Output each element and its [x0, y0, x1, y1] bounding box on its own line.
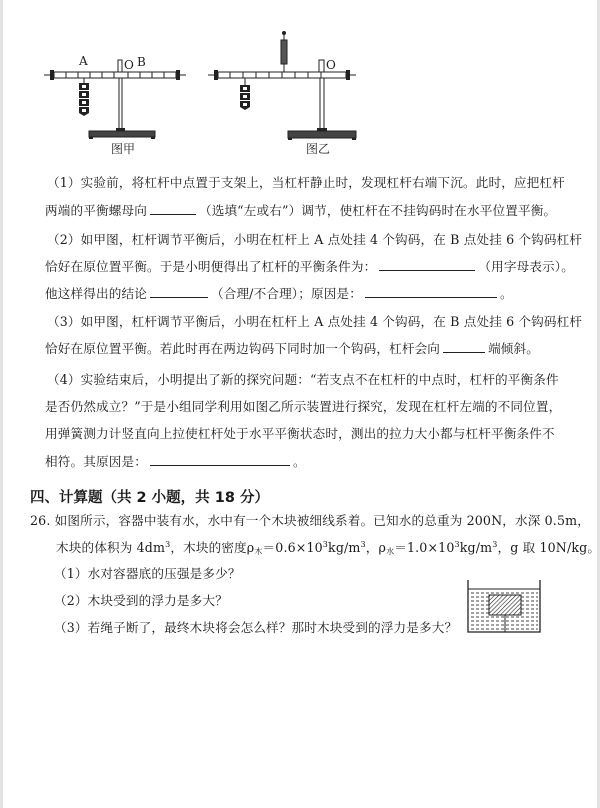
- figure-yi: [208, 30, 358, 155]
- stand-pole: [119, 78, 122, 130]
- answer-blank[interactable]: [443, 340, 485, 353]
- q3-line-2: 恰好在原位置平衡。若此时再在两边钩码下同时加一个钩码，杠杆会向 端倾斜。: [45, 341, 540, 356]
- section-heading: 四、计算题（共 2 小题，共 18 分）: [30, 490, 269, 506]
- q26-line-2: 木块的体积为 $4dm^3$，木块的密度$\rho_木=0.6\times 10^3kg/m^3$，$\rho_水=1.0\times 10^3kg/m^3$，g 取 10N/kg。: [56, 540, 600, 556]
- q4-line-1: （4）实验结束后，小明提出了新的探究问题：“若支点不在杠杆的中点时，杠杆的平衡条件: [47, 372, 559, 387]
- lever-diagram-yi: [208, 30, 358, 155]
- q4-line-4: 相符。其原因是： 。: [45, 454, 306, 469]
- water-container-diagram: [467, 580, 547, 634]
- figure-jia: [44, 54, 194, 156]
- answer-blank[interactable]: [150, 202, 196, 215]
- lever-bar: [54, 72, 176, 78]
- q2-line-3: 他这样得出的结论 （合理/不合理）；原因是： 。: [45, 286, 513, 301]
- label-pivot-o: O: [326, 58, 336, 72]
- q1-line-1: （1）实验前，将杠杆中点置于支架上，当杠杆静止时，发现杠杆右端下沉。此时，应把杠杆: [47, 175, 565, 190]
- label-point-b: B: [137, 55, 146, 69]
- page-edge-left: [0, 0, 3, 808]
- q2-line-1: （2）如甲图，杠杆调节平衡后，小明在杠杆上 A 点处挂 4 个钩码，在 B 点处挂 6 个钩码杠杆: [47, 232, 583, 247]
- q26-sub-question: （3）若绳子断了，最终木块将会怎么样？那时木块受到的浮力是多大？: [54, 620, 458, 635]
- figure-caption-yi: 图乙: [306, 142, 331, 156]
- q26-sub-question: （2）木块受到的浮力是多大？: [54, 593, 228, 608]
- label-pivot-o: O: [124, 58, 134, 72]
- label-point-a: A: [79, 54, 88, 68]
- wooden-block: [489, 595, 521, 615]
- stand-base: [89, 131, 155, 137]
- balance-nut-right: [176, 70, 180, 80]
- lever-diagram-jia: [44, 56, 194, 148]
- answer-blank[interactable]: [150, 453, 290, 466]
- q26-line-1: 26. 如图所示，容器中装有水，水中有一个木块被细线系着。已知水的总重为 200N，水深 0.5m，: [30, 513, 590, 528]
- q4-line-2: 是否仍然成立？”于是小组同学利用如图乙所示装置进行探究，发现在杠杆左端的不同位置，: [45, 399, 562, 414]
- q4-line-3: 用弹簧测力计竖直向上拉使杠杆处于水平平衡状态时，测出的拉力大小都与杠杆平衡条件不: [45, 426, 555, 441]
- container-figure: [467, 580, 547, 634]
- balance-nut-left: [50, 70, 54, 80]
- answer-blank[interactable]: [150, 285, 208, 298]
- figure-caption-jia: 图甲: [111, 142, 136, 156]
- answer-blank[interactable]: [365, 285, 497, 298]
- answer-blank[interactable]: [379, 258, 475, 271]
- spring-scale: [281, 40, 287, 64]
- q26-sub-question: （1）水对容器底的压强是多少？: [54, 566, 241, 581]
- stand-base: [288, 131, 356, 138]
- q1-line-2: 两端的平衡螺母向 （选填“左或右”）调节，使杠杆在不挂钩码时在水平位置平衡。: [45, 203, 557, 218]
- stand-pole: [320, 78, 324, 130]
- q2-line-2: 恰好在原位置平衡。于是小明便得出了杠杆的平衡条件为： （用字母表示）。: [45, 259, 574, 274]
- q3-line-1: （3）如甲图，杠杆调节平衡后，小明在杠杆上 A 点处挂 4 个钩码，在 B 点处挂 6 个钩码杠杆: [47, 314, 583, 329]
